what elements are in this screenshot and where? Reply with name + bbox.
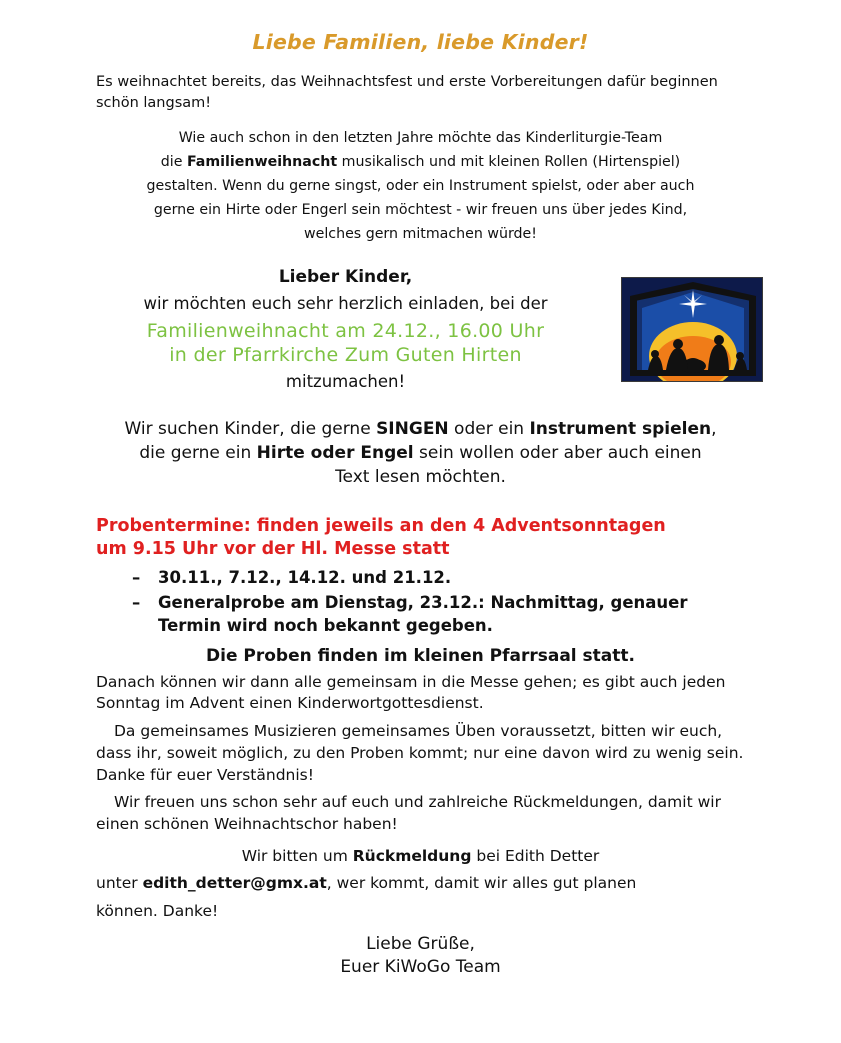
search-line-1-e: ,	[711, 418, 717, 439]
nativity-scene-svg	[622, 278, 763, 382]
contact-line-2	[96, 873, 745, 895]
body-paragraph-2: Da gemeinsames Musizieren gemeinsames Üben voraussetzt, bitten wir euch, dass ihr, soweit möglich, zu den Proben kommt; nur eine davon wird zu wenig sein. Danke für euer Verständnis!	[96, 722, 764, 784]
rehearsal-location-note: Die Proben finden im kleinen Pfarrsaal statt.	[206, 645, 635, 666]
bullet-marker: –	[132, 593, 141, 613]
rehearsal-block	[96, 515, 745, 665]
list-item-label: Generalprobe am Dienstag, 23.12.: Nachmittag, genauer Termin wird noch bekannt gegeben.	[158, 593, 688, 635]
team-line-2-post: musikalisch und mit kleinen Rollen (Hirtenspiel)	[337, 154, 681, 171]
team-line-2	[96, 153, 745, 173]
rehearsal-headline-line-2: um 9.15 Uhr vor der Hl. Messe statt	[96, 539, 450, 560]
team-line-5: welches gern mitmachen würde!	[304, 225, 537, 242]
list-item	[96, 567, 745, 590]
instrument-bold: Instrument spielen	[529, 418, 712, 439]
rehearsal-date-list	[96, 567, 745, 637]
contact-line-1	[96, 846, 745, 868]
invitation-line-last: mitzumachen!	[285, 371, 406, 391]
invitation-line-1: wir möchten euch sehr herzlich einladen, bei der	[143, 293, 548, 313]
search-line-3: Text lesen möchten.	[335, 467, 506, 488]
rehearsal-headline-line-1: Probentermine: finden jeweils an den 4 Adventsonntagen	[96, 516, 666, 537]
search-line-2	[96, 441, 745, 465]
contact-line-1-a: Wir bitten um	[241, 846, 353, 865]
invitation-heading: Lieber Kinder,	[278, 266, 413, 287]
contact-line-2-b: , wer kommt, damit wir alles gut planen	[326, 874, 637, 893]
team-line-4: gerne ein Hirte oder Engerl sein möchtest - wir freuen uns über jedes Kind,	[153, 201, 688, 218]
familienweihnacht-bold: Familienweihnacht	[186, 154, 338, 171]
singen-bold: SINGEN	[376, 418, 449, 439]
signature-line-2: Euer KiWoGo Team	[340, 957, 501, 978]
search-line-1-c: oder ein	[448, 418, 530, 439]
contact-line-2-a: unter	[96, 874, 143, 893]
search-line-2-a: die gerne ein	[139, 443, 257, 464]
team-line-1: Wie auch schon in den letzten Jahre möchte das Kinderliturgie-Team	[178, 130, 663, 147]
list-item-label: 30.11., 7.12., 14.12. und 21.12.	[158, 568, 452, 588]
email-address[interactable]: edith_detter@gmx.at	[142, 874, 327, 893]
page-title: Liebe Familien, liebe Kinder!	[252, 30, 589, 54]
invitation-highlight-line-1: Familienweihnacht am 24.12., 16.00 Uhr	[146, 319, 545, 342]
team-line-3: gestalten. Wenn du gerne singst, oder ein Instrument spielst, oder aber auch	[146, 177, 695, 194]
body-paragraph-1: Danach können wir dann alle gemeinsam in die Messe gehen; es gibt auch jeden Sonntag im Advent einen Kinderwortgottesdienst.	[96, 672, 726, 713]
team-line-2-pre: die	[160, 154, 187, 171]
search-line-1	[96, 417, 745, 441]
nativity-scene-image	[621, 277, 763, 382]
contact-line-3: können. Danke!	[96, 901, 219, 920]
hirte-engel-bold: Hirte oder Engel	[256, 443, 414, 464]
body-paragraph-3: Wir freuen uns schon sehr auf euch und zahlreiche Rückmeldungen, damit wir einen schönen Weihnachtschor haben!	[96, 793, 721, 833]
invitation-highlight-line-2: in der Pfarrkirche Zum Guten Hirten	[169, 344, 522, 367]
search-line-1-a: Wir suchen Kinder, die gerne	[124, 418, 377, 439]
search-children-block	[96, 417, 745, 489]
bullet-marker: –	[132, 568, 141, 588]
team-paragraph	[96, 129, 745, 244]
intro-paragraph: Es weihnachtet bereits, das Weihnachtsfest und erste Vorbereitungen dafür beginnen schön langsam!	[96, 74, 718, 111]
rueckmeldung-bold: Rückmeldung	[352, 846, 472, 865]
signature-block	[96, 933, 745, 980]
search-line-2-c: sein wollen oder aber auch einen	[413, 443, 702, 464]
contact-line-1-c: bei Edith Detter	[471, 846, 600, 865]
signature-line-1: Liebe Grüße,	[366, 933, 475, 954]
list-item	[96, 592, 745, 638]
